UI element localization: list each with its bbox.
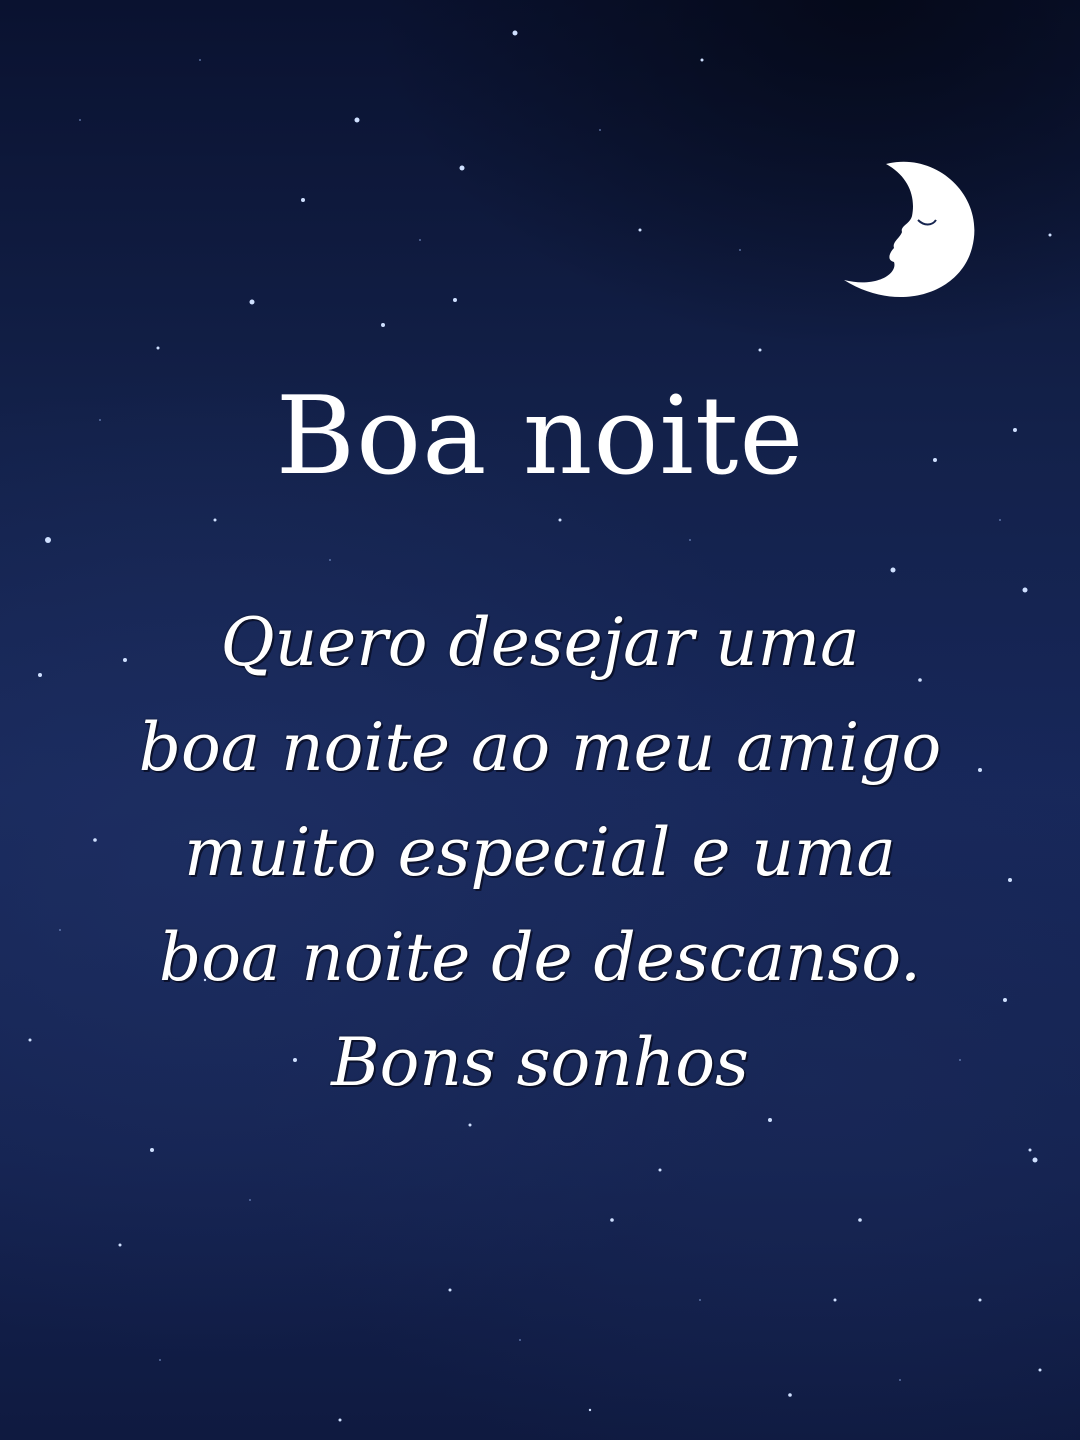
- message-line: boa noite ao meu amigo: [138, 709, 942, 786]
- message-line: muito especial e uma: [184, 814, 896, 891]
- page-title: Boa noite: [275, 374, 805, 499]
- message-line: Quero desejar uma: [220, 604, 860, 681]
- greeting-message: [90, 590, 990, 1115]
- message-line: boa noite de descanso.: [159, 919, 921, 996]
- crescent-moon-icon: [836, 156, 978, 306]
- message-line: Bons sonhos: [331, 1024, 749, 1101]
